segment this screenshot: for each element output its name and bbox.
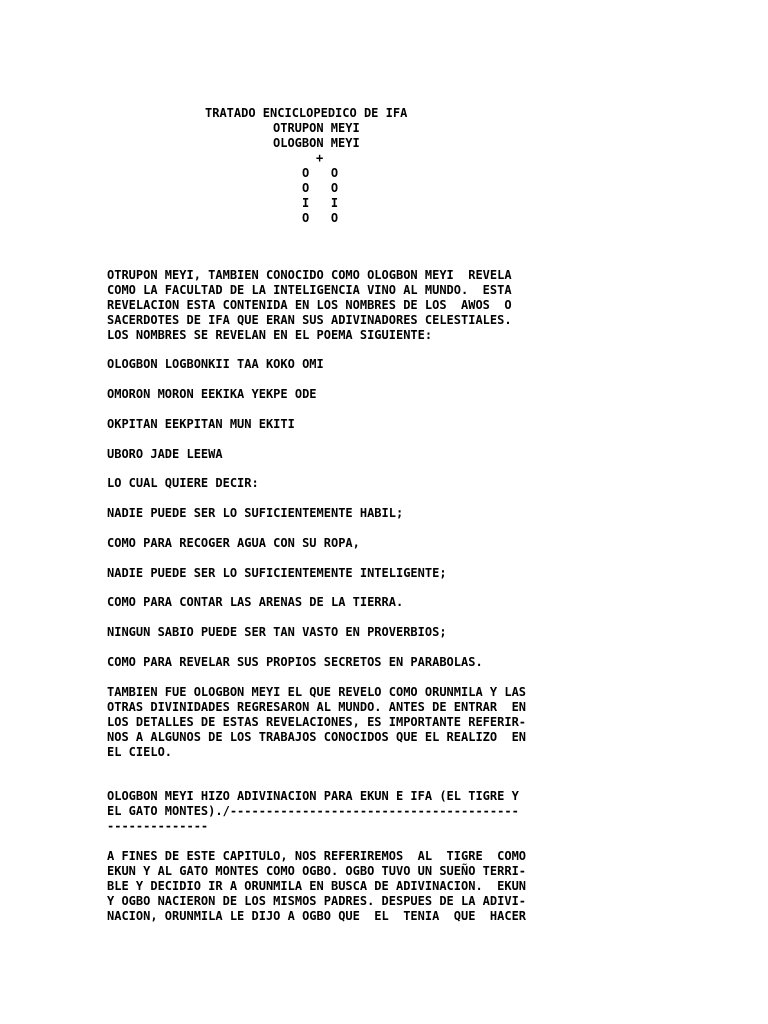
section-heading-ekun: OLOGBON MEYI HIZO ADIVINACION PARA EKUN E IFA (EL TIGRE Y EL GATO MONTES)./---------------------------------------- --------------	[107, 789, 519, 833]
meaning-line-3: NADIE PUEDE SER LO SUFICIENTEMENTE INTELIGENTE;	[107, 566, 447, 580]
document-body	[107, 268, 557, 924]
paragraph-meaning-intro: LO CUAL QUIERE DECIR:	[107, 476, 259, 490]
plus-sign: +	[316, 151, 324, 165]
odu-mark-row-1: O O	[302, 166, 339, 180]
poem-line-3: OKPITAN EEKPITAN MUN EKITI	[107, 417, 295, 431]
paragraph-ekun-ogbo: A FINES DE ESTE CAPITULO, NOS REFERIREMOS AL TIGRE COMO EKUN Y AL GATO MONTES COMO OGBO. OGBO TUVO UN SUEÑO TERRI- BLE Y DECIDIO IR A ORUNMILA EN BUSCA DE ADIVINACION. EKUN Y OGBO NACIERON DE LOS MISMOS PADRES. DESPUES DE LA ADIVI- NACION, ORUNMILA LE DIJO A OGBO QUE EL TENIA QUE HACER	[107, 849, 527, 923]
meaning-line-6: COMO PARA REVELAR SUS PROPIOS SECRETOS EN PARABOLAS.	[107, 655, 483, 669]
meaning-line-5: NINGUN SABIO PUEDE SER TAN VASTO EN PROVERBIOS;	[107, 625, 447, 639]
poem-line-1: OLOGBON LOGBONKII TAA KOKO OMI	[107, 357, 324, 371]
poem-line-2: OMORON MORON EEKIKA YEKPE ODE	[107, 387, 317, 401]
paragraph-revelation: TAMBIEN FUE OLOGBON MEYI EL QUE REVELO COMO ORUNMILA Y LAS OTRAS DIVINIDADES REGRESARON AL MUNDO. ANTES DE ENTRAR EN LOS DETALLES DE ESTAS REVELACIONES, ES IMPORTANTE REFERIR- NOS A ALGUNOS DE LOS TRABAJOS CONOCIDOS QUE EL REALIZO EN EL CIELO.	[107, 685, 527, 759]
paragraph-intro: OTRUPON MEYI, TAMBIEN CONOCIDO COMO OLOGBON MEYI REVELA COMO LA FACULTAD DE LA INTELIGENCIA VINO AL MUNDO. ESTA REVELACION ESTA CONTENIDA EN LOS NOMBRES DE LOS AWOS O SACERDOTES DE IFA QUE ERAN SUS ADIVINADORES CELESTIALES. LOS NOMBRES SE REVELAN EN EL POEMA SIGUIENTE:	[107, 268, 512, 342]
document-title: TRATADO ENCICLOPEDICO DE IFA	[205, 106, 408, 120]
odu-mark-row-2: O O	[302, 181, 339, 195]
document-subtitle-otrupon: OTRUPON MEYI	[273, 121, 360, 135]
odu-mark-row-3: I I	[302, 196, 339, 210]
meaning-line-4: COMO PARA CONTAR LAS ARENAS DE LA TIERRA.	[107, 595, 404, 609]
poem-line-4: UBORO JADE LEEWA	[107, 447, 223, 461]
meaning-line-1: NADIE PUEDE SER LO SUFICIENTEMENTE HABIL;	[107, 506, 404, 520]
meaning-line-2: COMO PARA RECOGER AGUA CON SU ROPA,	[107, 536, 360, 550]
odu-mark-row-4: O O	[302, 211, 339, 225]
document-subtitle-ologbon: OLOGBON MEYI	[273, 136, 360, 150]
